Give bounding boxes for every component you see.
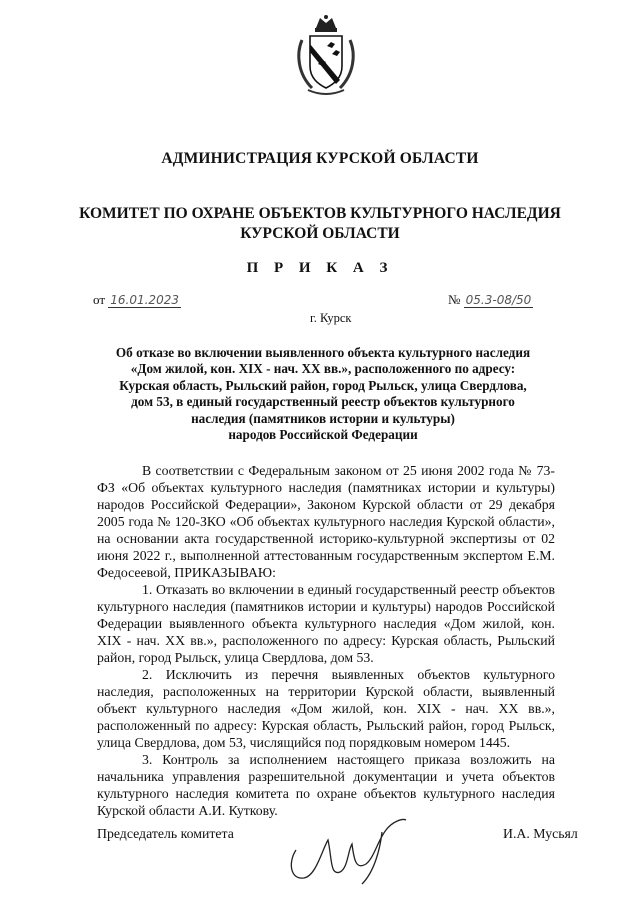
document-type: П Р И К А З [246,260,394,276]
order-number [448,292,533,308]
subject-line: «Дом жилой, кон. XIX - нач. XX вв.», расположенного по адресу: [130,361,516,377]
number-value: 05.3-08/50 [465,293,532,307]
subject-line: Об отказе во включении выявленного объекта культурного наследия [115,345,531,360]
subject-line: наследия (памятников истории и культуры) [191,410,455,426]
order-item-1: 1. Отказать во включении в единый государственный реестр объектов культурного наследия (памятников истории и культуры) народов Российской Федерации выявленного объекта культурного наследия «Дом жилой, кон. XIX - нач. XX вв.», расположенного по адресу: Курская область, Рыльский район, город Рыльск, улица Свердлова, дом 53. [97,582,555,665]
order-subject [108,345,538,443]
administration-title: АДМИНИСТРАЦИЯ КУРСКОЙ ОБЛАСТИ [161,150,479,167]
date-prefix: от [93,292,106,307]
city: г. Курск [310,311,352,325]
subject-line: дом 53, в единый государственный реестр объектов культурного [131,394,515,410]
signer-position: Председатель комитета [97,826,234,841]
order-date [93,292,181,308]
order-item-3: 3. Контроль за исполнением настоящего приказа возложить на начальника управления разрешительной документации и учета объектов культурного наследия комитета по охране объектов культурного наследия Курской области А.И. Куткову. [97,752,555,818]
number-prefix: № [448,292,461,307]
handwritten-signature [282,810,412,890]
preamble-paragraph: В соответствии с Федеральным законом от 25 июня 2002 года № 73-ФЗ «Об объектах культурного наследия (памятниках истории и культуры) народов Российской Федерации», Законом Курской области от 29 декабря 2005 года № 120-ЗКО «Об объектах культурного наследия Курской области», на основании акта государственной историко-культурной экспертизы от 02 июня 2022 г., выполненной аттестованным государственным экспертом Е.М. Федосеевой, ПРИКАЗЫВАЮ: [97,463,555,580]
order-body [97,462,555,819]
subject-line: народов Российской Федерации [228,427,418,443]
signer-name: И.А. Мусьял [503,826,578,841]
committee-title [0,204,640,244]
committee-title-line1: КОМИТЕТ ПО ОХРАНЕ ОБЪЕКТОВ КУЛЬТУРНОГО НАСЛЕДИЯ [79,205,561,222]
subject-line: Курская область, Рыльский район, город Рыльск, улица Свердлова, [119,377,527,393]
committee-title-line2: КУРСКОЙ ОБЛАСТИ [240,225,400,242]
coat-of-arms-icon [294,14,358,98]
date-value: 16.01.2023 [110,293,179,307]
order-item-2: 2. Исключить из перечня выявленных объектов культурного наследия, расположенных на территории Курской области, выявленный объект культурного наследия «Дом жилой, кон. XIX - нач. XX вв.», расположенный по адресу: Курская область, Рыльский район, город Рыльск, улица Свердлова, дом 53, числящийся под порядковым номером 1445. [97,667,555,750]
